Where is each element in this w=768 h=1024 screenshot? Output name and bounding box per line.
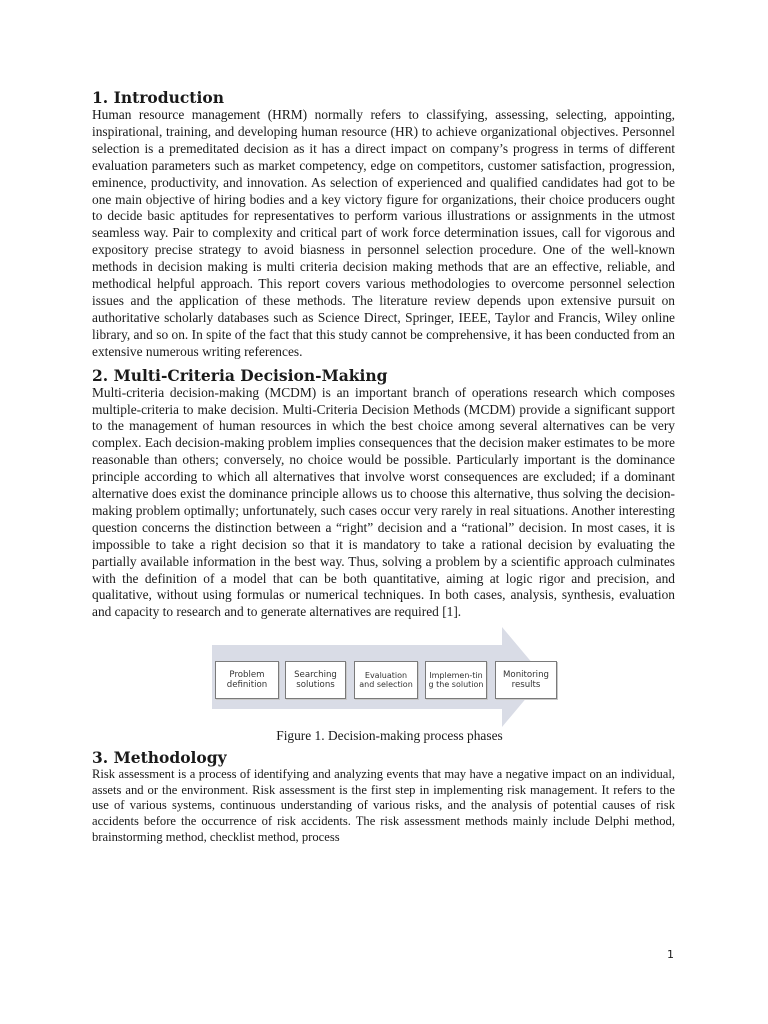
figure-caption: Figure 1. Decision-making process phases: [276, 728, 503, 744]
section-heading-methodology: 3. Methodology: [92, 748, 227, 768]
document-page: [92, 88, 675, 845]
decision-process-figure: [92, 627, 675, 727]
introduction-paragraph: Human resource management (HRM) normally refers to classifying, assessing, selecting, appointing, inspirational, training, and developing human resource (HR) to achieve organizational objectives. Personnel selection is a premeditated decision as it has a direct impact on company’s progress in terms of different evaluation parameters such as market competency, edge on competitors, customer satisfaction, progression, eminence, productivity, and innovation. As selection of experienced and qualified candidates had got to be one main objective of hiring bodies and a key victory figure for organizations, their choice producers ought to decide basic aptitudes for representatives to perform various illustrations or assignments in the utmost seamless way. Pair to complexity and critical part of work force determination issues, call for vigorous and expository precise strategy to avoid biasness in personnel selection procedure. One of the well-known methods in decision making is multi criteria decision making methods that are an effective, reliable, and methodical helpful approach. This report covers various methodologies to overcome personnel selection issues and the application of these methods. The literature review depends upon extensive pursuit on authoritative scholarly databases such as Science Direct, Springer, IEEE, Taylor and Francis, Wiley online library, and so on. In spite of the fact that this study cannot be comprehensive, it has been conducted from an extensive numerous writing references.: [92, 107, 675, 359]
section-heading-mcdm: 2. Multi-Criteria Decision-Making: [92, 365, 388, 385]
process-step-evaluation-selection: Evaluation and selection: [354, 661, 418, 699]
process-step-problem-definition: Problem definition: [215, 661, 279, 699]
page-number: 1: [667, 948, 674, 961]
process-step-searching-solutions: Searching solutions: [285, 661, 346, 699]
mcdm-paragraph: Multi-criteria decision-making (MCDM) is an important branch of operations research which composes multiple-criteria to make decision. Multi-Criteria Decision Methods (MCDM) provide a significant support to the management of human resources in which the best choice among several alternatives can be very complex. Each decision-making problem implies consequences that the decision maker estimates to be more reasonable than others; conversely, no choice would be possible. Particularly important is the dominance principle according to which all alternatives that involve worst consequences are excluded; if a dominant alternative does exist the dominance principle allows us to choose this alternative, thus solving the decision-making problem optimally; unfortunately, such cases occur very rarely in real situations. Another interesting question concerns the distinction between a “right” decision and a “rational” decision. In most cases, it is impossible to take a right decision so that it is mandatory to take a rational decision by evaluating the partially available information in the best way. Thus, solving a problem by a scientific approach culminates with the definition of a model that can be both quantitative, aiming at logic rigor and precision, and qualitative, without using formulas or numerical techniques. In both cases, analysis, synthesis, evaluation and capacity to research and to generate alternatives are required [1].: [92, 384, 675, 620]
methodology-paragraph: Risk assessment is a process of identifying and analyzing events that may have a negative impact on an individual, assets and or the environment. Risk assessment is the first step in implementing risk management. It refers to the use of various systems, continuous understanding of various risks, and the analysis of potential causes of risk accidents before the occurrence of risk accidents. The risk assessment methods mainly include Delphi method, brainstorming method, checklist method, process: [92, 767, 675, 844]
section-heading-introduction: 1. Introduction: [92, 88, 224, 107]
process-step-monitoring-results: Monitoring results: [495, 661, 557, 699]
process-step-implementing-solution: Implemen-ting the solution: [425, 661, 487, 699]
